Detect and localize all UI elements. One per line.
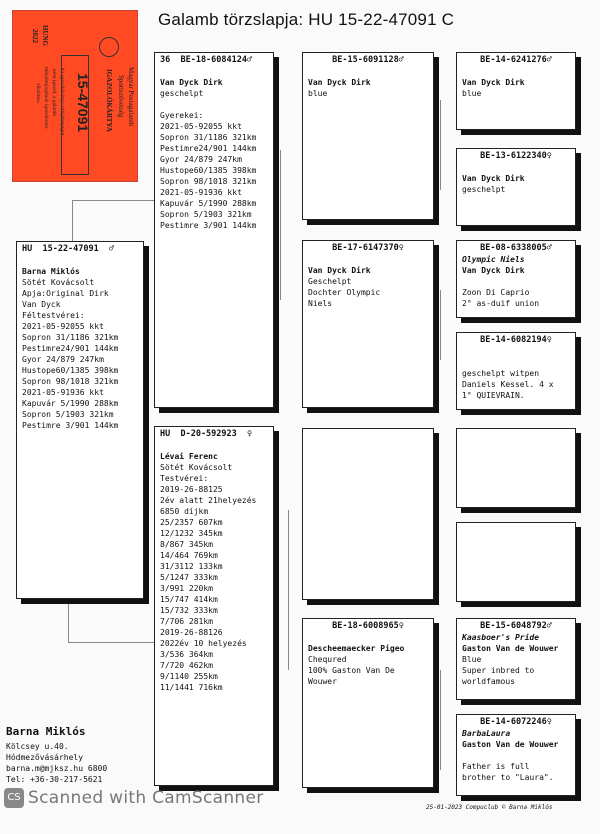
info-line: Niels <box>308 299 333 308</box>
info-line: Father is full <box>462 762 530 771</box>
info-line: Sopron 31/1186 321km <box>160 133 257 142</box>
owner-city: Hódmezővásárhely <box>6 753 84 762</box>
ring-number: BE-15-6091128♂ <box>332 55 404 65</box>
info-line: 31/3112 133km <box>160 562 223 571</box>
info-line: Hustope60/1385 398km <box>22 366 119 375</box>
ring-number: BE-08-6338005♂ <box>480 243 552 253</box>
info-line: Blue <box>462 655 482 664</box>
info-line: blue <box>308 89 328 98</box>
breeder-name: Van Dyck Dirk <box>308 78 371 87</box>
info-line: worldfamous <box>462 677 515 686</box>
pedigree-box-dam-sire-empty <box>302 428 434 600</box>
ring-number: BE-17-6147370♀ <box>332 243 404 253</box>
stamp-logo-icon <box>99 37 119 57</box>
info-line: 8/867 345km <box>160 540 213 549</box>
info-line: 25/2357 607km <box>160 518 223 527</box>
stamp-federation-2: Sportszövetség <box>117 75 125 118</box>
info-line: 1° QUIEVRAIN. <box>462 391 525 400</box>
connector-dam <box>68 600 155 643</box>
stamp-note-3: tulajdonjogának igazolására <box>43 67 49 129</box>
pedigree-box-empty-1 <box>456 428 576 508</box>
ring-number: HU 15-22-47091 ♂ <box>22 244 115 254</box>
stamp-country: HUNG <box>41 25 49 46</box>
connector-sire-parents <box>280 150 303 300</box>
info-line: Gyerekei: <box>160 111 204 120</box>
connector-sd-parents <box>440 290 457 360</box>
pedigree-box-dam-dam <box>302 618 434 788</box>
info-line: Chequred <box>308 655 347 664</box>
info-line: Pestimre24/901 144km <box>22 344 119 353</box>
camscanner-logo-icon: CS <box>4 788 24 808</box>
info-line: Apja:Original Dirk <box>22 289 109 298</box>
breeder-name: Van Dyck Dirk <box>462 174 525 183</box>
connector-sire <box>72 200 155 243</box>
info-line: 2év alatt 21helyezés <box>160 496 257 505</box>
info-line: 12/1232 345km <box>160 529 223 538</box>
info-line: Sopron 5/1903 321km <box>160 210 252 219</box>
info-line: Sopron 98/1018 321km <box>22 377 119 386</box>
pedigree-box-sds <box>456 240 576 318</box>
pedigree-box-ddd <box>456 714 576 796</box>
info-line: 7/706 281km <box>160 617 213 626</box>
info-line: 2019-26-88126 <box>160 628 223 637</box>
stamp-year: 2022 <box>31 29 39 43</box>
info-line: brother to "Laura". <box>462 773 554 782</box>
info-line: 3/536 364km <box>160 650 213 659</box>
info-line: Daniels Kessel. 4 x <box>462 380 554 389</box>
ring-number: HU D-20-592923 ♀ <box>160 429 253 439</box>
info-line: 3/991 220km <box>160 584 213 593</box>
info-line: 15/747 414km <box>160 595 218 604</box>
ring-number: BE-15-6048792♂ <box>480 621 552 631</box>
info-line: Pestimre24/901 144km <box>160 144 257 153</box>
breeder-name: Van Dyck Dirk <box>308 266 371 275</box>
stamp-card-type: IGAZOLÓKÁRTYA <box>105 69 113 132</box>
ring-number: BE-13-6122340♀ <box>480 151 552 161</box>
info-line: 7/720 462km <box>160 661 213 670</box>
owner-email: barna.m@mjksz.hu 6800 <box>6 764 108 773</box>
info-line: Wouwer <box>308 677 337 686</box>
info-line: Sopron 98/1018 321km <box>160 177 257 186</box>
info-line: 2022év 10 helyezés <box>160 639 247 648</box>
pigeon-name: Kaasboer's Pride <box>462 633 540 642</box>
pedigree-box-sire <box>154 52 274 408</box>
pigeon-name: BarbaLaura <box>462 729 511 738</box>
info-line: geschelpt witpen <box>462 369 540 378</box>
ring-number: BE-18-6008965♀ <box>332 621 404 631</box>
pedigree-box-sire-dam <box>302 240 434 408</box>
info-line: Super inbred to <box>462 666 535 675</box>
ring-number: BE-14-6072246♀ <box>480 717 552 727</box>
info-line: Féltestvérei: <box>22 311 85 320</box>
owner-name: Barna Miklós <box>6 725 86 738</box>
info-line: 2021-05-92055 kkt <box>22 322 104 331</box>
info-line: blue <box>462 89 482 98</box>
stamp-note-1: Az igazolókártya tulajdonjogot <box>59 67 65 136</box>
info-line: Dochter Olympic <box>308 288 381 297</box>
info-line: Pestimre 3/901 144km <box>160 221 257 230</box>
camscanner-watermark: Scanned with CamScanner <box>28 788 264 808</box>
info-line: 2021-05-91936 kkt <box>160 188 242 197</box>
info-line: 11/1441 716km <box>160 683 223 692</box>
info-line: Sötét Kovácsolt <box>160 463 233 472</box>
info-line: geschelpt <box>160 89 204 98</box>
connector-ss-parents <box>440 100 457 190</box>
stamp-note-4: alkalmas. <box>35 83 41 104</box>
pedigree-box-dam <box>154 426 274 786</box>
id-card-stamp <box>12 10 138 182</box>
stamp-ring-number: 15-47091 <box>75 73 91 133</box>
connector-dd-parents <box>440 670 457 770</box>
info-line: 15/732 333km <box>160 606 218 615</box>
stamp-note-2: nem igazol, a galamb <box>51 69 57 117</box>
ring-number: 36 BE-18-6084124♂ <box>160 55 253 65</box>
info-line: Hustope60/1385 398km <box>160 166 257 175</box>
breeder-name: Lévai Ferenc <box>160 452 218 461</box>
breeder-name: Descheemaecker Pigeo <box>308 644 405 653</box>
breeder-name: Barna Miklós <box>22 267 80 276</box>
info-line: Zoon Di Caprio <box>462 288 530 297</box>
info-line: 5/1247 333km <box>160 573 218 582</box>
info-line: Testvérei: <box>160 474 209 483</box>
breeder-name: Gaston Van de Wouwer <box>462 644 559 653</box>
info-line: Sötét Kovácsolt <box>22 278 95 287</box>
info-line: 14/464 769km <box>160 551 218 560</box>
info-line: Geschelpt <box>308 277 352 286</box>
footer-credit: 25-01-2023 Compuclub © Barna Miklós <box>426 804 553 811</box>
info-line: Van Dyck <box>22 300 61 309</box>
info-line: 9/1140 255km <box>160 672 218 681</box>
info-line: Kapuvár 5/1990 288km <box>22 399 119 408</box>
info-line: 2° as-duif union <box>462 299 540 308</box>
breeder-name: Van Dyck Dirk <box>160 78 223 87</box>
connector-dam-parents <box>288 510 303 670</box>
info-line: 2019-26-88125 <box>160 485 223 494</box>
owner-address: Kölcsey u.40. <box>6 742 69 751</box>
pedigree-box-sire-sire <box>302 52 434 220</box>
pedigree-box-sss <box>456 52 576 130</box>
pigeon-name: Olympic Niels <box>462 255 525 264</box>
info-line: geschelpt <box>462 185 506 194</box>
breeder-name: Gaston Van de Wouwer <box>462 740 559 749</box>
page-title: Galamb törzslapja: HU 15-22-47091 C <box>158 10 455 29</box>
info-line: 100% Gaston Van De <box>308 666 395 675</box>
pedigree-box-subject <box>16 241 144 599</box>
pedigree-box-dds <box>456 618 576 700</box>
info-line: Pestimre 3/901 144km <box>22 421 119 430</box>
pedigree-box-empty-2 <box>456 522 576 602</box>
stamp-federation: Magyar Postagalamb <box>127 67 135 127</box>
stamp-box-frame <box>61 55 89 175</box>
info-line: 2021-05-92055 kkt <box>160 122 242 131</box>
ring-number: BE-14-6241276♂ <box>480 55 552 65</box>
ring-number: BE-14-6082194♀ <box>480 335 552 345</box>
info-line: Gyor 24/879 247km <box>160 155 242 164</box>
info-line: Kapuvár 5/1990 288km <box>160 199 257 208</box>
owner-phone: Tel: +36-30-217-5621 <box>6 775 103 784</box>
info-line: Gyor 24/879 247km <box>22 355 104 364</box>
info-line: 2021-05-91936 kkt <box>22 388 104 397</box>
breeder-name: Van Dyck Dirk <box>462 266 525 275</box>
info-line: Sopron 31/1186 321km <box>22 333 119 342</box>
pedigree-box-ssd <box>456 148 576 226</box>
owner-info <box>6 726 107 785</box>
pedigree-box-sdd <box>456 332 576 410</box>
info-line: 6850 díjkm <box>160 507 209 516</box>
info-line: Sopron 5/1903 321km <box>22 410 114 419</box>
breeder-name: Van Dyck Dirk <box>462 78 525 87</box>
